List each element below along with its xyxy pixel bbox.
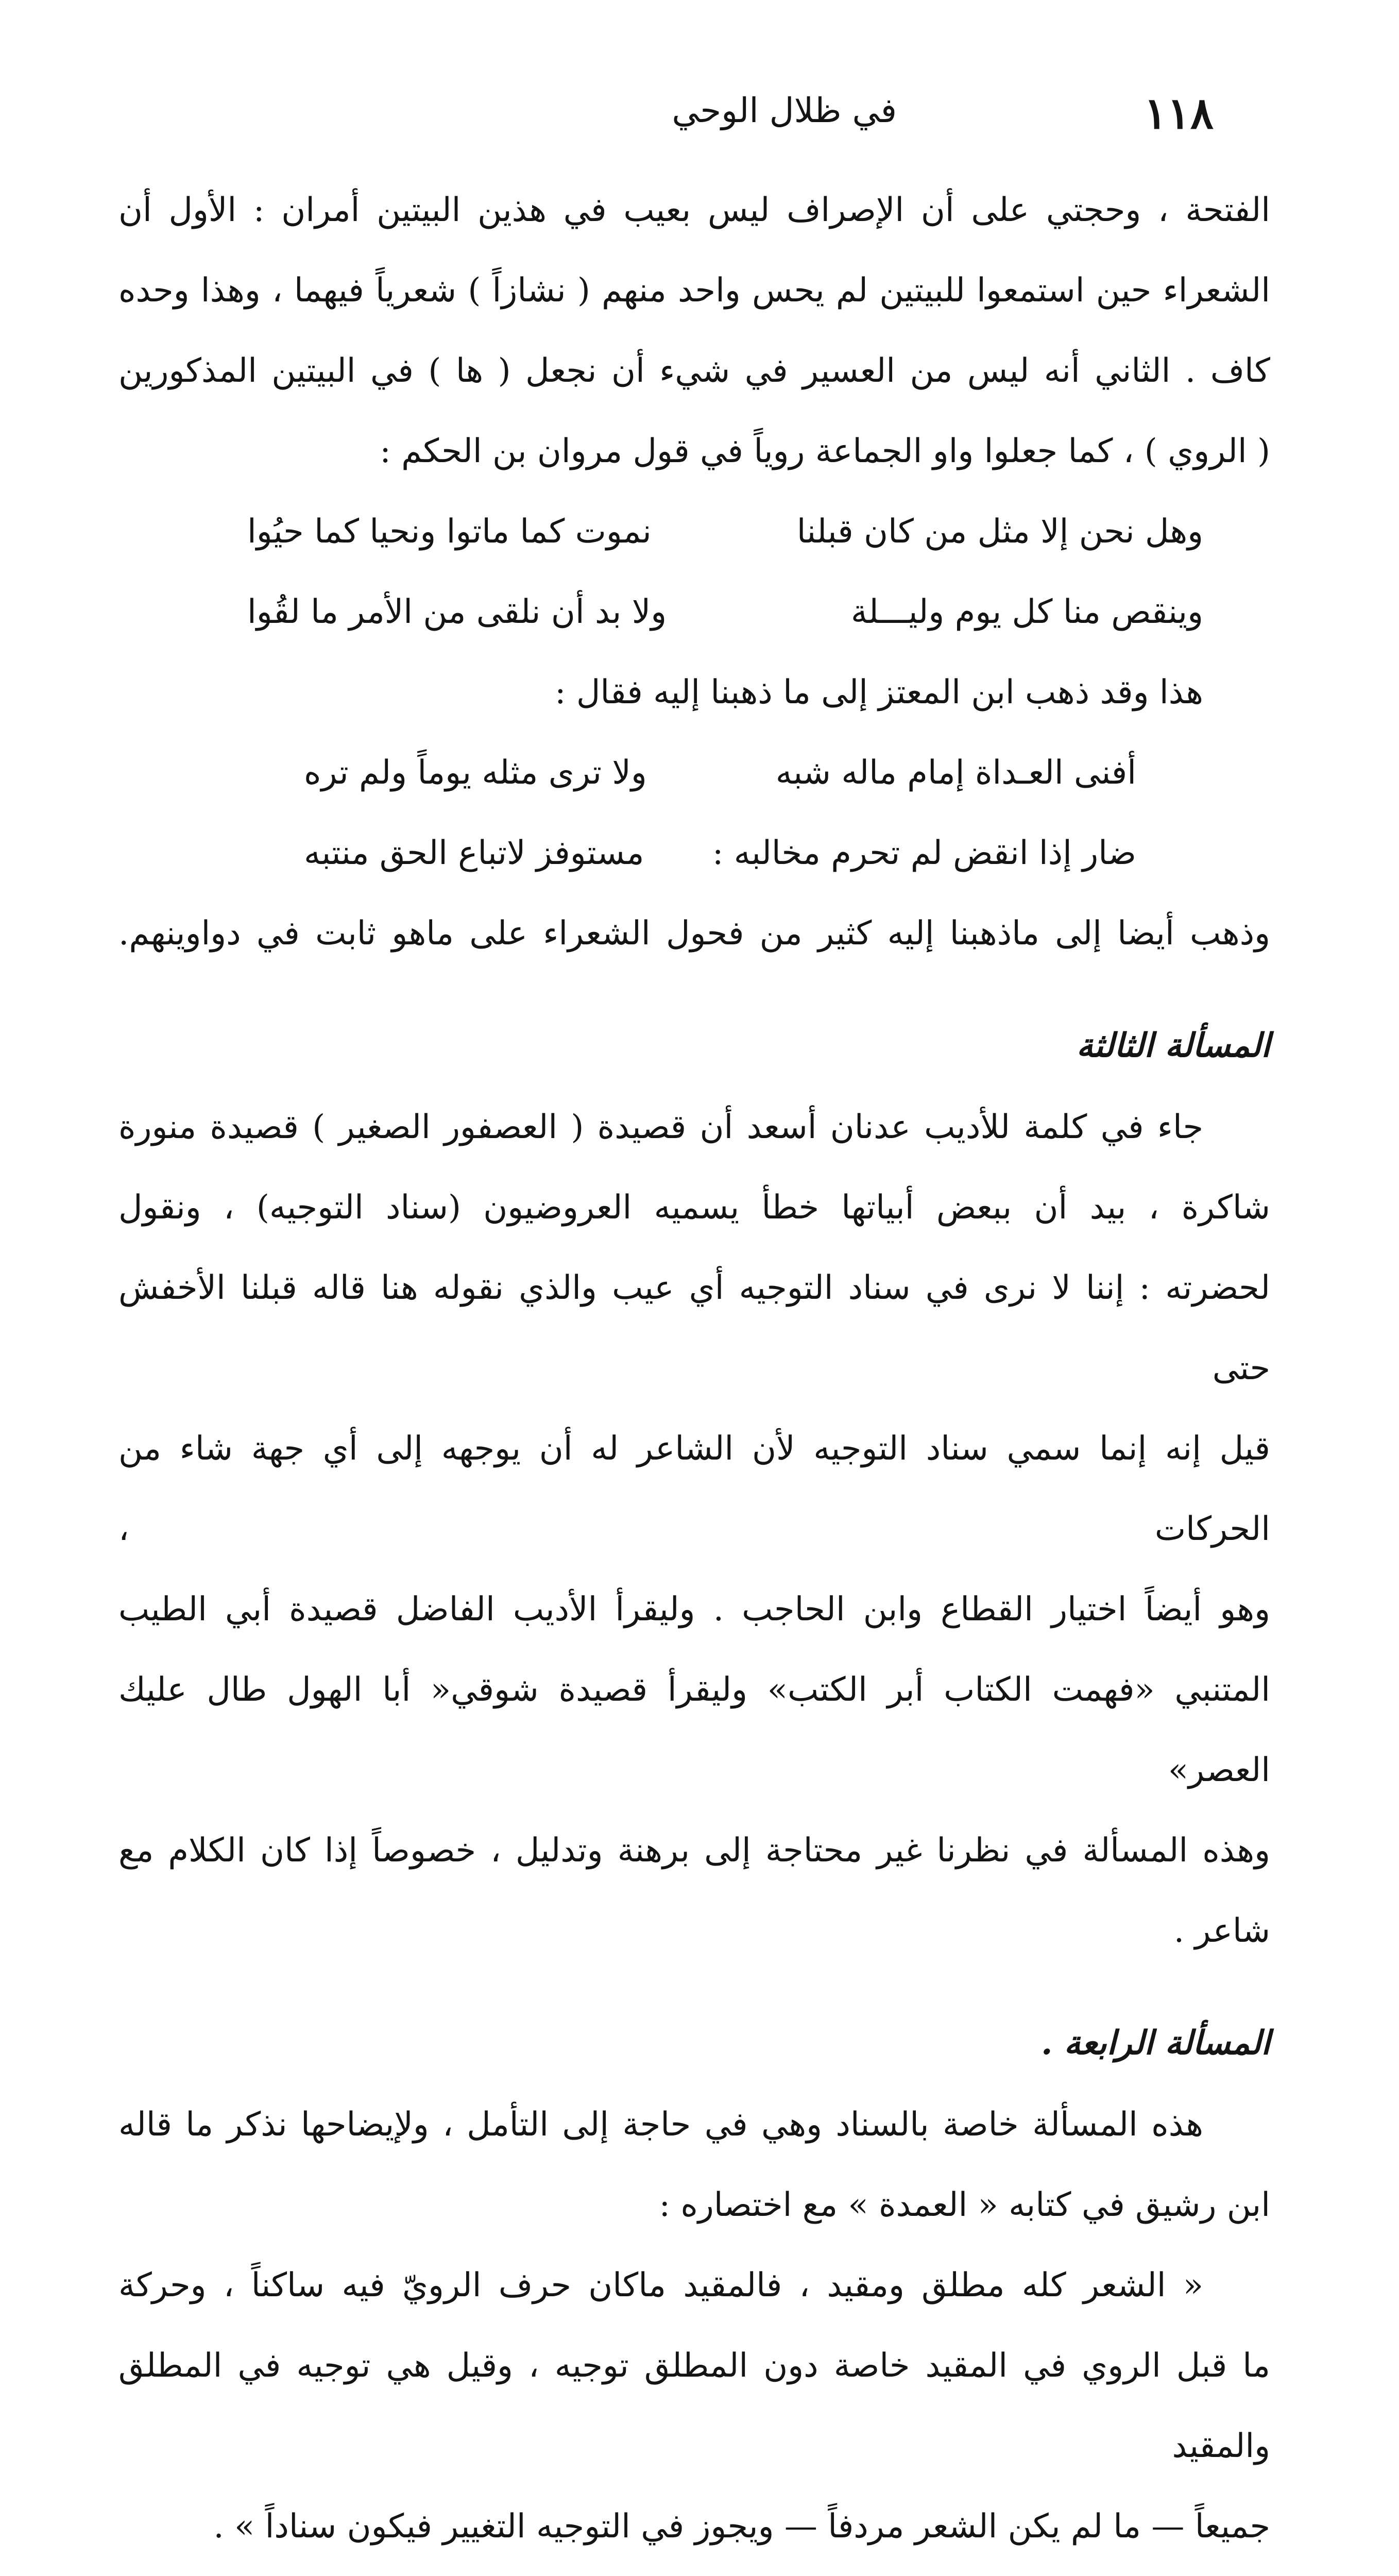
- text-line: الفتحة ، وحجتي على أن الإصراف ليس بعيب في هذين البيتين أمران : الأول أن: [118, 191, 1271, 229]
- verse-first-hemistich: وهل نحن إلا مثل من كان قبلنا: [796, 513, 1203, 551]
- text-line: هذه المسألة خاصة بالسناد وهي في حاجة إلى التأمل ، ولإيضاحها نذكر ما قاله: [118, 2106, 1203, 2144]
- running-head: [118, 88, 1270, 149]
- section-heading-fourth: المسألة الرابعة .: [1041, 2024, 1270, 2062]
- verse-intro: [118, 652, 1270, 733]
- section-heading-third: المسألة الثالثة: [1076, 1026, 1270, 1065]
- page-number: ١١٨: [1144, 88, 1214, 139]
- paragraph-fourth: [118, 2084, 1270, 2576]
- text-line: وهو أيضاً اختيار القطاع وابن الحاجب . وليقرأ الأديب الفاضل قصيدة أبي الطيب: [118, 1590, 1270, 1629]
- verse-second-hemistich: ولا بد أن نلقى من الأمر ما لقُوا: [247, 593, 667, 631]
- verse-first-hemistich: ضار إذا انقض لم تحرم مخالبه :: [712, 834, 1136, 872]
- paragraph-after-verses: [118, 893, 1270, 974]
- text-line: الشعراء حين استمعوا للبيتين لم يحس واحد منهم ( نشازاً ) شعرياً فيهما ، وهذا وحده: [118, 272, 1271, 310]
- verse-line: [118, 813, 1270, 893]
- verse-line: [118, 492, 1270, 572]
- text-line: لحضرته : إننا لا نرى في سناد التوجيه أي عيب والذي نقوله هنا قاله قبلنا الأخفش حتى: [118, 1269, 1270, 1387]
- text-line: شاكرة ، بيد أن ببعض أبياتها خطأ يسميه العروضيون (سناد التوجيه) ، ونقول: [118, 1189, 1270, 1227]
- text-line: ما قبل الروي في المقيد خاصة دون المطلق توجيه ، وقيل هي توجيه في المطلق والمقيد: [118, 2347, 1270, 2465]
- verse-second-hemistich: ولا ترى مثله يوماً ولم تره: [304, 754, 647, 792]
- text-line: هذا وقد ذهب ابن المعتز إلى ما ذهبنا إليه فقال :: [554, 673, 1203, 711]
- text-line: المتنبي «فهمت الكتاب أبر الكتب» وليقرأ قصيدة شوقي« أبا الهول طال عليك العصر»: [118, 1671, 1270, 1789]
- paragraph-intro: [118, 170, 1270, 492]
- text-line: « الشعر كله مطلق ومقيد ، فالمقيد ماكان حرف الرويّ فيه ساكناً ، وحركة: [118, 2266, 1204, 2304]
- verse-first-hemistich: أفنى العـداة إمام ماله شبه: [775, 754, 1136, 792]
- text-line: ( الروي ) ، كما جعلوا واو الجماعة روياً في قول مروان بن الحكم :: [380, 432, 1270, 470]
- verse-second-hemistich: نموت كما ماتوا ونحيا كما حيُوا: [247, 513, 652, 551]
- verse-second-hemistich: مستوفز لاتباع الحق منتبه: [304, 834, 644, 872]
- text-line: جاء في كلمة للأديب عدنان أسعد أن قصيدة ( العصفور الصغير ) قصيدة منورة: [118, 1108, 1204, 1146]
- verse-line: [118, 733, 1270, 813]
- verse-first-hemistich: وينقص منا كل يوم وليـــلة: [850, 593, 1203, 631]
- text-line: كاف . الثاني أنه ليس من العسير في شيء أن نجعل ( ها ) في البيتين المذكورين: [118, 352, 1270, 390]
- text-line: قيل إنه إنما سمي سناد التوجيه لأن الشاعر له أن يوجهه إلى أي جهة شاء من الحركات ،: [118, 1430, 1271, 1548]
- text-line: وذهب أيضا إلى ماذهبنا إليه كثير من فحول الشعراء على ماهو ثابت في دواوينهم.: [118, 914, 1270, 953]
- text-line: وهذه المسألة في نظرنا غير محتاجة إلى برهنة وتدليل ، خصوصاً إذا كان الكلام مع شاعر .: [118, 1832, 1270, 1950]
- text-line: جميعاً — ما لم يكن الشعر مردفاً — ويجوز في التوجيه التغيير فيكون سناداً » .: [213, 2507, 1270, 2546]
- verse-line: [118, 572, 1270, 652]
- text-line: ابن رشيق في كتابه « العمدة » مع اختصاره :: [659, 2186, 1270, 2224]
- paragraph-third: [118, 1087, 1270, 1971]
- text-line: [118, 2567, 1270, 2576]
- book-title: في ظلال الوحي: [672, 91, 897, 130]
